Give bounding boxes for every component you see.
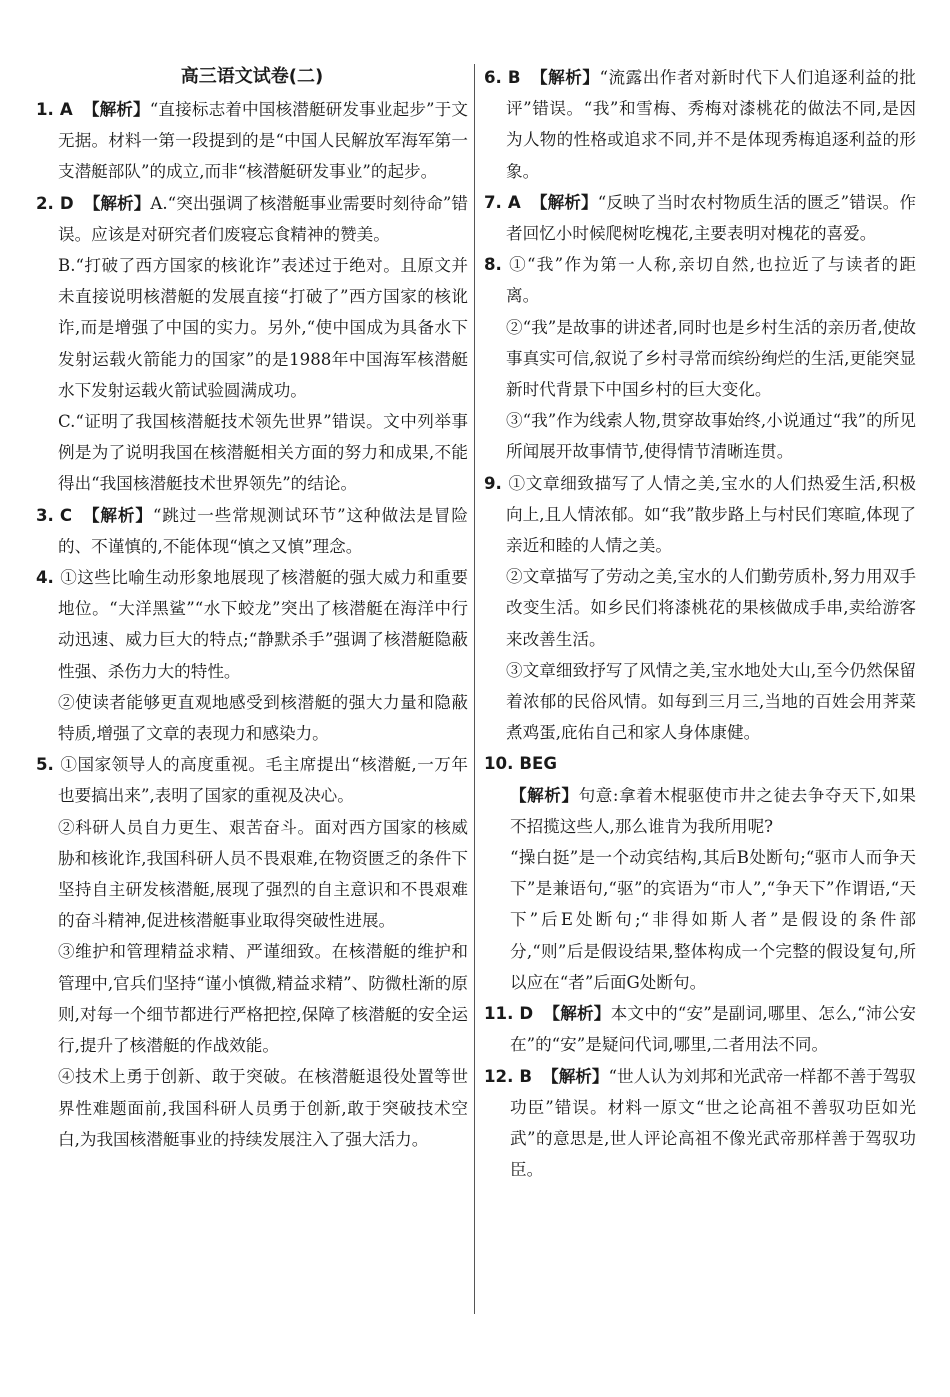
right-column	[484, 62, 916, 1185]
answer-choice: A	[507, 192, 521, 212]
answer-choice: B	[519, 1066, 533, 1086]
answer-1: 1. A 【解析】“直接标志着中国核潜艇研发事业起步”于文无据。材料一第一段提到的是“中国人民解放军海军第一支潜艇部队”的成立,而非“核潜艇研发事业”的起步。	[36, 100, 469, 182]
answer-12: 12. B 【解析】“世人认为刘邦和光武帝一样都不善于驾驭功臣”错误。材料一原文“世之论高祖不善驭功臣如光武”的意思是,世人评论高祖不像光武帝那样善于驾驭功臣。	[484, 1066, 917, 1180]
answer-9-p3: ③文章细致抒写了风情之美,宝水地处大山,至今仍然保留着浓郁的民俗风情。如每到三月三,当地的百姓会用荠菜煮鸡蛋,庇佑自己和家人身体康健。	[506, 660, 916, 743]
left-column	[36, 62, 468, 1155]
answer-choice: BEG	[519, 754, 558, 774]
answer-9-p2: ②文章描写了劳动之美,宝水的人们勤劳质朴,努力用双手改变生活。如乡民们将漆桃花的果核做成手串,卖给游客来改善生活。	[506, 567, 916, 649]
answer-choice: B	[507, 68, 521, 87]
answer-4: 4. ①这些比喻生动形象地展现了核潜艇的强大威力和重要地位。“大洋黑鲨”“水下蛟龙”突出了核潜艇在海洋中行动迅速、威力巨大的特点;“静默杀手”强调了核潜艇隐蔽性强、杀伤力大的特性。	[36, 568, 468, 681]
answer-8: 8. ①“我”作为第一人称,亲切自然,也拉近了与读者的距离。	[484, 255, 916, 306]
answer-7: 7. A 【解析】“反映了当时农村物质生活的匮乏”错误。作者回忆小时候爬树吃槐花,主要表明对槐花的喜爱。	[484, 192, 917, 244]
answer-5-p4: ④技术上勇于创新、敢于突破。在核潜艇退役处置等世界性难题面前,我国科研人员勇于创新,敢于突破技术空白,为我国核潜艇事业的持续发展注入了强大活力。	[58, 1067, 468, 1149]
page-title: 高三语文试卷(二)	[180, 66, 324, 87]
answer-2-c: C.“证明了我国核潜艇技术领先世界”错误。文中列举事例是为了说明我国在核潜艇相关方面的努力和成果,不能得出“我国核潜艇技术世界领先”的结论。	[58, 412, 468, 494]
answer-2: 2. D 【解析】A.“突出强调了核潜艇事业需要时刻待命”错误。应该是对研究者们废寝忘食精神的赞美。	[36, 193, 469, 244]
answer-10: 10. BEG	[484, 754, 558, 774]
answer-8-p3: ③“我”作为线索人物,贯穿故事始终,小说通过“我”的所见所闻展开故事情节,使得情节清晰连贯。	[506, 411, 916, 462]
answer-5-p2: ②科研人员自力更生、艰苦奋斗。面对西方国家的核威胁和核讹诈,我国科研人员不畏艰难,在物资匮乏的条件下坚持自主研发核潜艇,展现了强烈的自主意识和不畏艰难的奋斗精神,促进核潜艇事业取得突破性进展。	[58, 817, 468, 931]
answer-choice: D	[59, 193, 74, 213]
column-divider	[474, 64, 475, 1314]
answer-5-p3: ③维护和管理精益求精、严谨细致。在核潜艇的维护和管理中,官兵们坚持“谨小慎微,精益求精”、防微杜渐的原则,对每一个细节都进行严格把控,保障了核潜艇的安全运行,提升了核潜艇的作战效能。	[58, 942, 468, 1056]
answer-4-p2: ②使读者能够更直观地感受到核潜艇的强大力量和隐蔽特质,增强了文章的表现力和感染力。	[58, 692, 468, 744]
answer-10-analysis: 【解析】句意:拿着木棍驱使市井之徒去争夺天下,如果不招揽这些人,那么谁肯为我所用呢?	[510, 785, 916, 836]
answer-8-p2: ②“我”是故事的讲述者,同时也是乡村生活的亲历者,使故事真实可信,叙说了乡村寻常而缤纷绚烂的生活,更能突显新时代背景下中国乡村的巨大变化。	[506, 317, 916, 400]
answer-10-analysis-2: “操白挺”是一个动宾结构,其后B处断句;“驱市人而争天下”是兼语句,“驱”的宾语为“市人”,“争天下”作谓语,“天下”后E处断句;“非得如斯人者”是假设的条件部分,“则”后是假设结果,整体构成一个完整的假设复句,所以应在“者”后面G处断句。	[510, 848, 916, 992]
answer-9: 9. ①文章细致描写了人情之美,宝水的人们热爱生活,积极向上,且人情浓郁。如“我”散步路上与村民们寒暄,体现了亲近和睦的人情之美。	[484, 473, 916, 556]
answer-5: 5. ①国家领导人的高度重视。毛主席提出“核潜艇,一万年也要搞出来”,表明了国家的重视及决心。	[36, 755, 468, 806]
answer-11: 11. D 【解析】本文中的“安”是副词,哪里、怎么,“沛公安在”的“安”是疑问代词,哪里,二者用法不同。	[484, 1004, 917, 1055]
answer-choice: A	[59, 100, 73, 119]
answer-choice: C	[59, 505, 73, 525]
answer-2-b: B.“打破了西方国家的核讹诈”表述过于绝对。且原文并未直接说明核潜艇的发展直接“打破了”西方国家的核讹诈,而是增强了中国的实力。另外,“使中国成为具备水下发射运载火箭能力的国家”的是1988年中国海军核潜艇水下发射运载火箭试验圆满成功。	[58, 256, 468, 400]
answer-6: 6. B 【解析】“流露出作者对新时代下人们追逐利益的批评”错误。“我”和雪梅、秀梅对漆桃花的做法不同,是因为人物的性格或追求不同,并不是体现秀梅追逐利益的形象。	[484, 68, 917, 181]
answer-3: 3. C 【解析】“跳过一些常规测试环节”这种做法是冒险的、不谨慎的,不能体现“慎之又慎”理念。	[36, 505, 469, 556]
answer-choice: D	[519, 1004, 534, 1024]
